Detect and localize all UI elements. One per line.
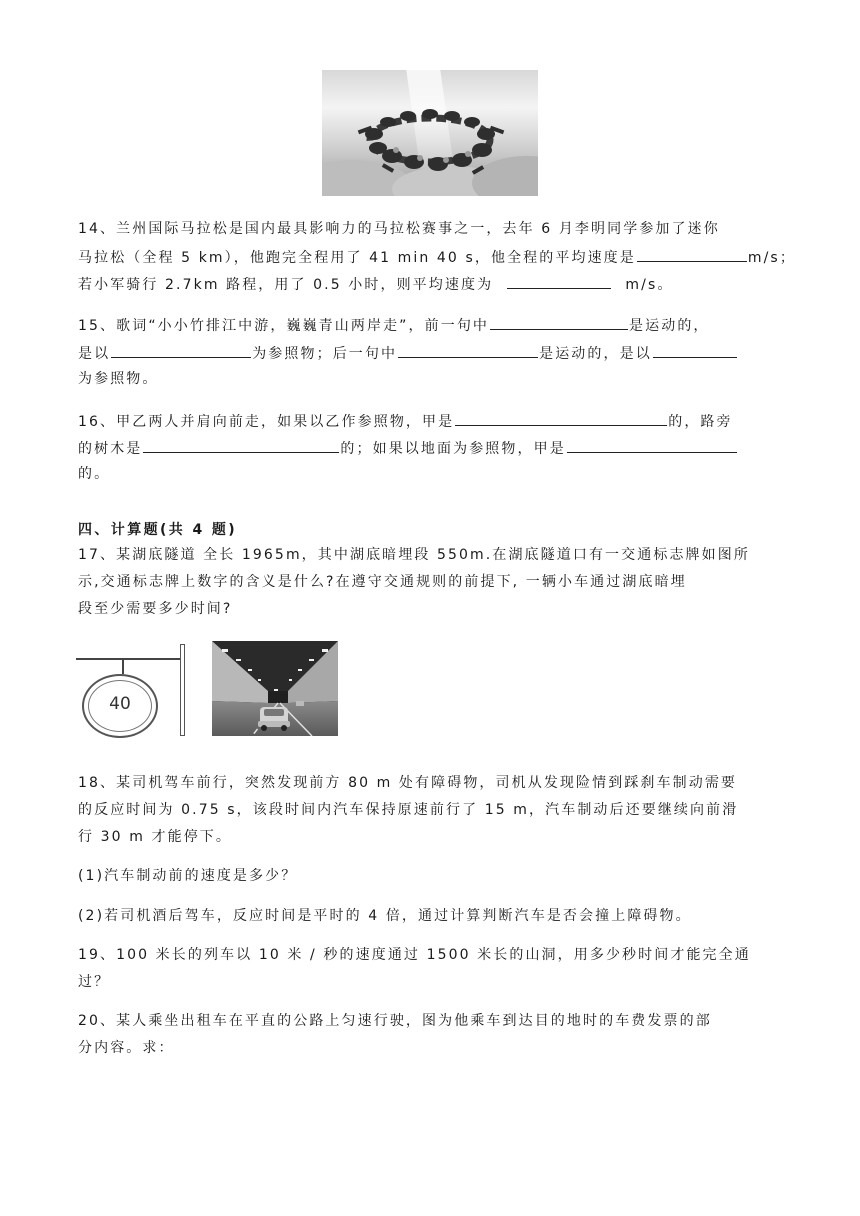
q14-line-1: 14、兰州国际马拉松是国内最具影响力的马拉松赛事之一，去年 6 月李明同学参加了迷你 <box>78 221 720 237</box>
q14-text-a: 马拉松（全程 5 km），他跑完全程用了 41 min 40 s，他全程的平均速度是 <box>78 250 636 266</box>
q15-line-1 <box>78 314 782 336</box>
q14-text-d: m/s。 <box>625 277 674 293</box>
skydivers-photo <box>322 70 538 196</box>
q16-text-b: 的，路旁 <box>668 414 733 430</box>
q15-answer-blank-4[interactable] <box>653 342 737 358</box>
speed-limit-sign <box>76 644 190 740</box>
q14-answer-blank-1[interactable] <box>637 246 747 262</box>
q15-answer-blank-3[interactable] <box>398 342 538 358</box>
q16-line-3: 的。 <box>78 466 111 482</box>
q14-text-b: m/s； <box>747 250 796 266</box>
section-4-title: 四、计算题(共 4 题) <box>78 522 238 538</box>
q14-answer-blank-2[interactable] <box>507 273 611 289</box>
q15-answer-blank-2[interactable] <box>111 342 251 358</box>
q18-line-1: 18、某司机驾车前行，突然发现前方 80 m 处有障碍物，司机从发现险情到踩刹车制动需要 <box>78 775 738 791</box>
q15-text-d: 为参照物；后一句中 <box>252 346 398 362</box>
q20-line-2: 分内容。求： <box>78 1040 175 1056</box>
q15-text-a: 15、歌词“小小竹排江中游，巍巍青山两岸走”，前一句中 <box>78 318 490 334</box>
q16-line-2 <box>78 437 782 459</box>
q16-answer-blank-2[interactable] <box>143 437 339 453</box>
q19-line-1: 19、100 米长的列车以 10 米 / 秒的速度通过 1500 米长的山洞，用多少秒时间才能完全通 <box>78 947 751 963</box>
q17-line-3: 段至少需要多少时间? <box>78 601 233 617</box>
q18-line-2: 的反应时间为 0.75 s，该段时间内汽车保持原速前行了 15 m，汽车制动后还要继续向前滑 <box>78 802 739 818</box>
q16-answer-blank-1[interactable] <box>455 410 667 426</box>
q14-line-2 <box>78 246 796 268</box>
q16-text-d: 的；如果以地面为参照物，甲是 <box>340 441 566 457</box>
tunnel-photo <box>212 641 338 736</box>
q18-line-3: 行 30 m 才能停下。 <box>78 829 233 845</box>
q16-answer-blank-3[interactable] <box>567 437 737 453</box>
q15-text-e: 是运动的，是以 <box>539 346 652 362</box>
q15-answer-blank-1[interactable] <box>490 314 628 330</box>
q15-line-3: 为参照物。 <box>78 371 159 387</box>
q14-line-3 <box>78 273 782 295</box>
q16-text-a: 16、甲乙两人并肩向前走，如果以乙作参照物，甲是 <box>78 414 455 430</box>
q15-text-b: 是运动的， <box>629 318 710 334</box>
speed-limit-number: 40 <box>109 694 131 714</box>
q20-line-1: 20、某人乘坐出租车在平直的公路上匀速行驶，图为他乘车到达目的地时的车费发票的部 <box>78 1013 712 1029</box>
q18-sub-1: (1)汽车制动前的速度是多少？ <box>78 868 298 884</box>
q17-line-1: 17、某湖底隧道 全长 1965m，其中湖底暗埋段 550m.在湖底隧道口有一交通标志牌如图所 <box>78 547 750 563</box>
q19-line-2: 过？ <box>78 974 111 990</box>
q15-text-c: 是以 <box>78 346 111 362</box>
q16-line-1 <box>78 410 782 432</box>
q16-text-c: 的树木是 <box>78 441 143 457</box>
q18-sub-2: (2)若司机酒后驾车，反应时间是平时的 4 倍，通过计算判断汽车是否会撞上障碍物。 <box>78 908 692 924</box>
q14-text-c: 若小军骑行 2.7km 路程，用了 0.5 小时，则平均速度为 <box>78 277 494 293</box>
q17-line-2: 示,交通标志牌上数字的含义是什么?在遵守交通规则的前提下, 一辆小车通过湖底暗埋 <box>78 574 687 590</box>
q15-line-2 <box>78 342 782 364</box>
